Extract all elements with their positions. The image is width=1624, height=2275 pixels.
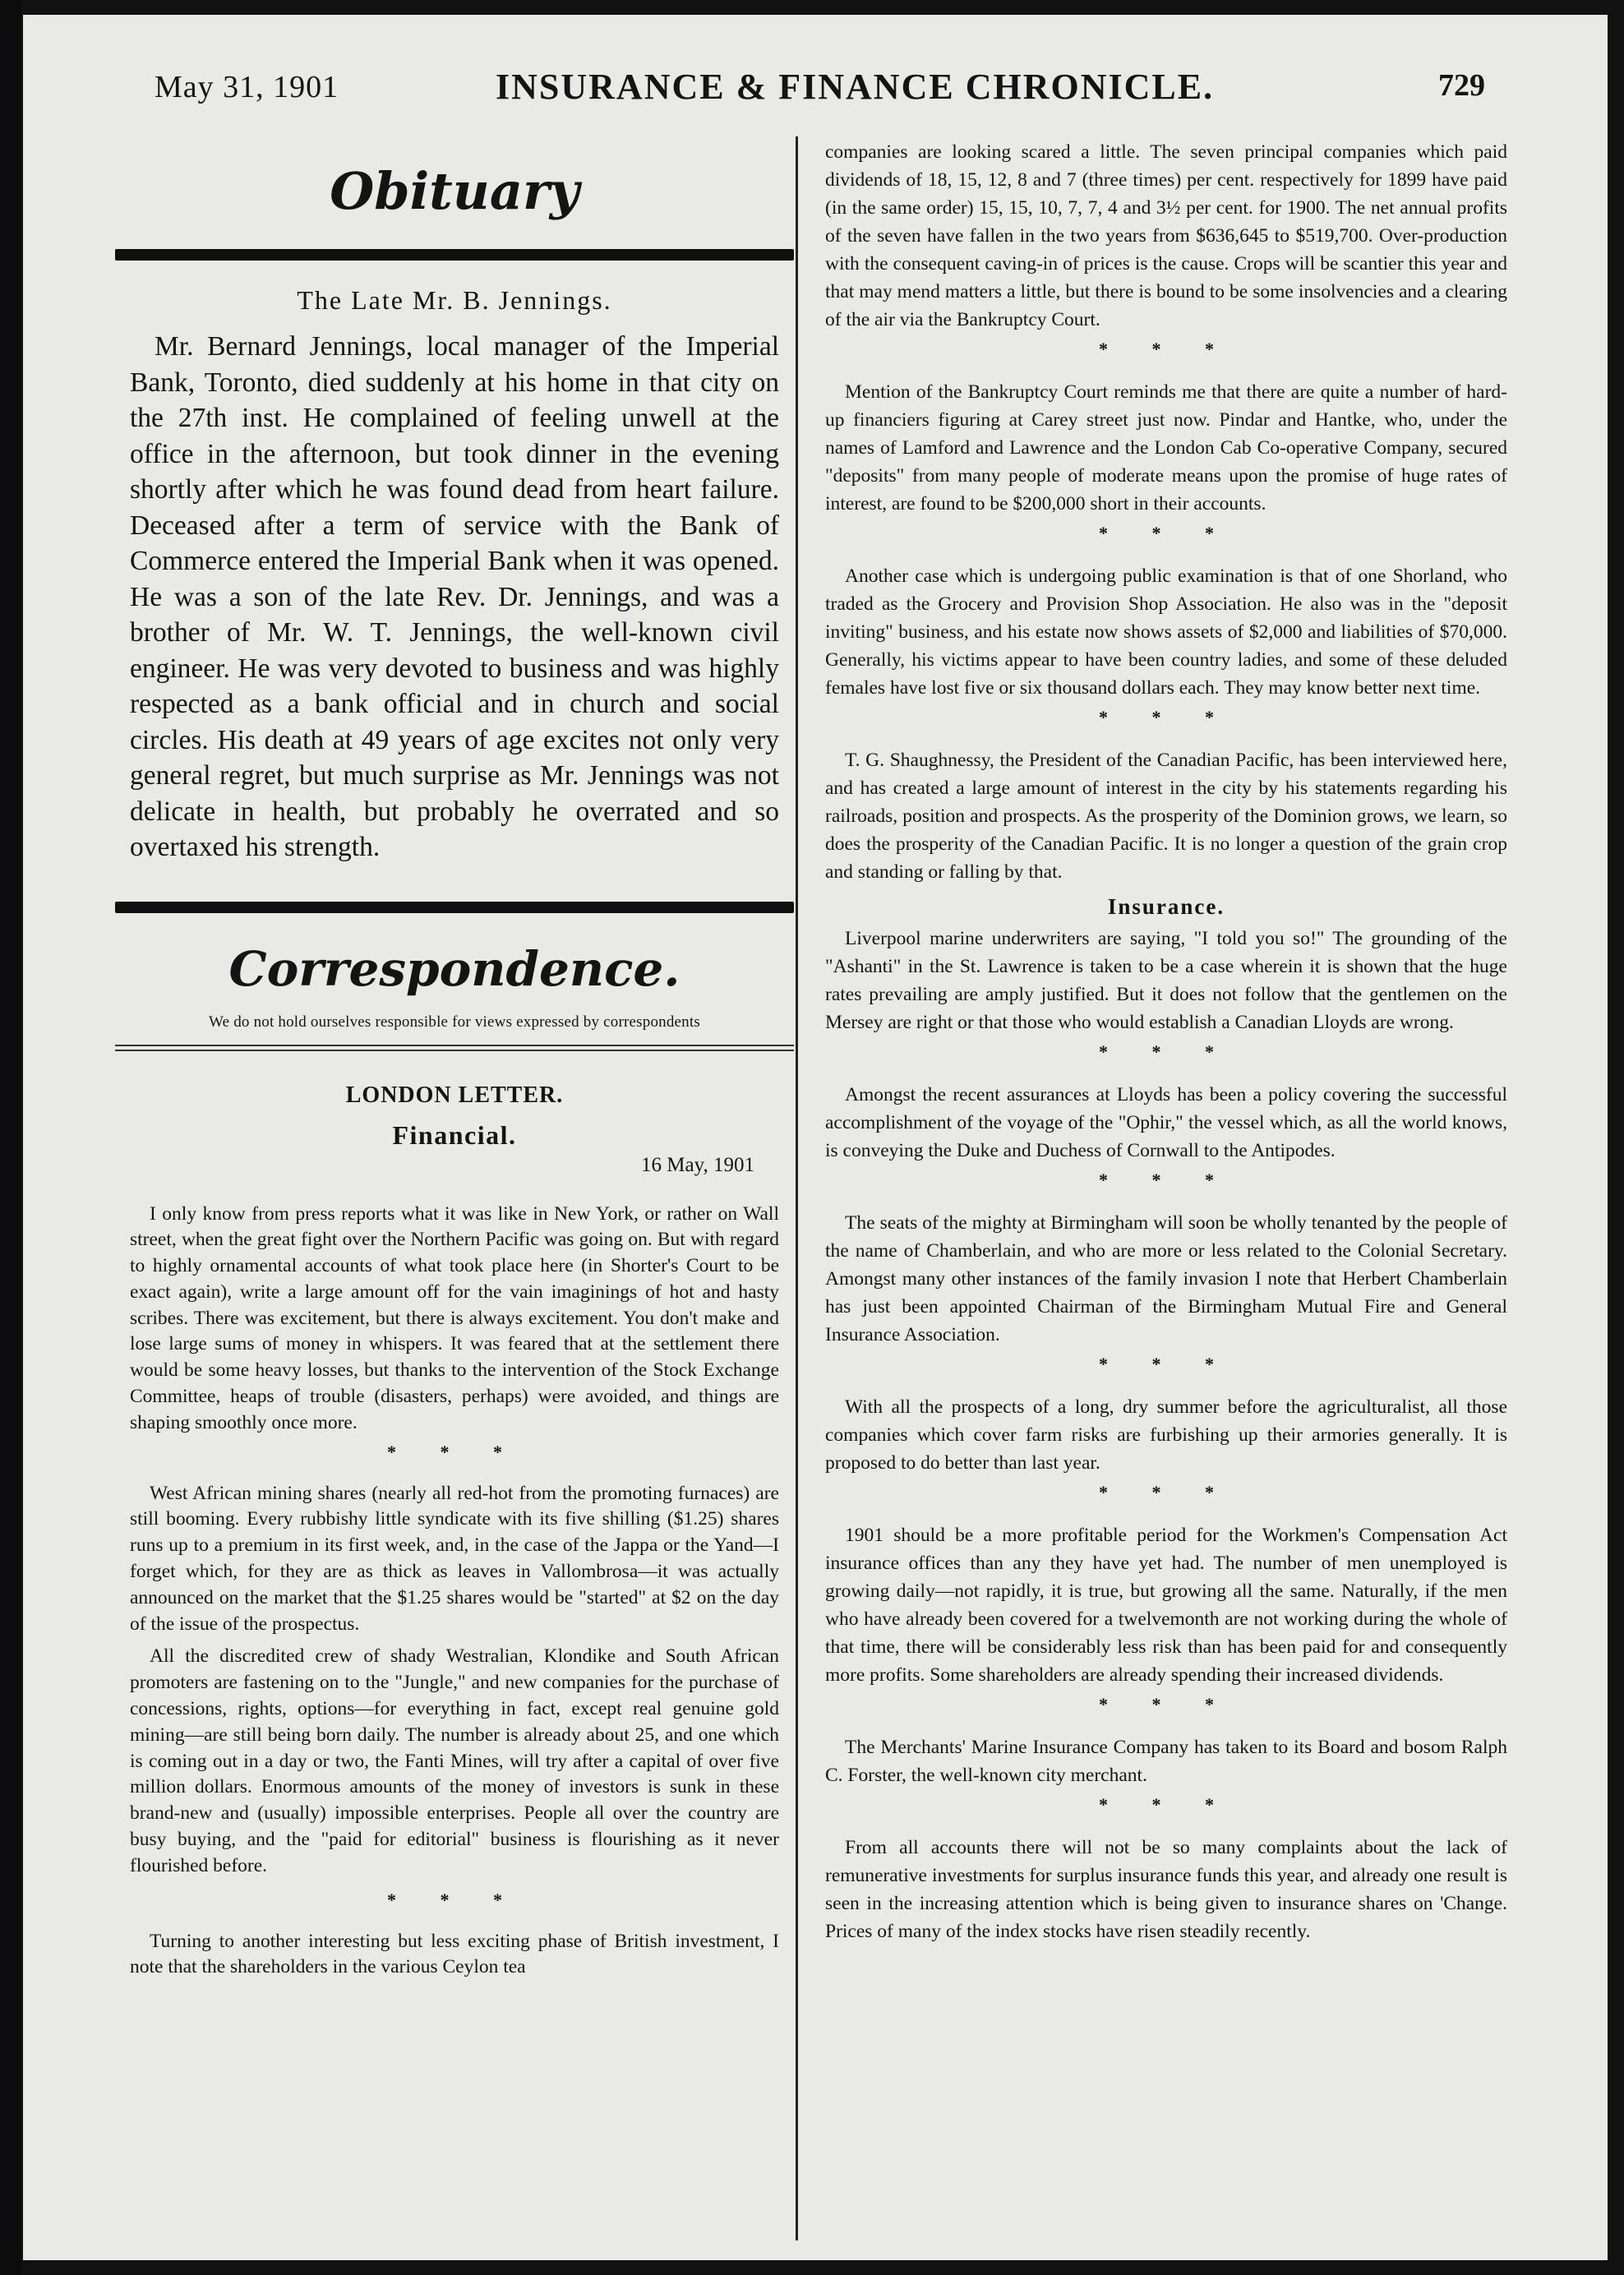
section-separator-stars: * * * [1099,339,1234,359]
letter-paragraph: Turning to another interesting but less exciting phase of British investment, I note that the shareholders in the various Ceylon tea [130,1930,779,1978]
section-rule [115,249,794,261]
section-separator-stars: * * * [1099,1041,1234,1062]
section-separator-stars: * * * [1099,707,1234,727]
letter-paragraph: From all accounts there will not be so many complaints about the lack of remunerative investments for surplus insurance funds this year, and already one result is seen in the increasing attention which is being given to insurance shares on 'Change. Prices of many of the index stocks have risen steadily recently. [825,1837,1507,1942]
obituary-section-title: Obituary [330,161,579,221]
letter-paragraph: Mention of the Bankruptcy Court reminds me that there are quite a number of hard-up financiers figuring at Carey street just now. Pindar and Hantke, who, under the names of Lamford and Lawrence and the London Cab Co-operative Company, secured "deposits" from many people of moderate means upon the promise of huge rates of interest, are found to be $200,000 short in their accounts. [825,381,1507,515]
letter-paragraph: The seats of the mighty at Birmingham will soon be wholly tenanted by the people of the name of Chamberlain, and who are more or less related to the Colonial Secretary. Amongst many other instances of the family invasion I note that Herbert Chamberlain has just been appointed Chairman of the Birmingham Mutual Fire and General Insurance Association. [825,1212,1507,1345]
obituary-heading: The Late Mr. B. Jennings. [297,285,612,315]
column-divider [796,136,798,2240]
newspaper-page [23,15,1608,2260]
issue-date: May 31, 1901 [155,70,339,104]
letter-dateline: 16 May, 1901 [641,1153,754,1176]
double-rule [115,1045,794,1051]
correspondence-disclaimer: We do not hold ourselves responsible for views expressed by correspondents [209,1013,700,1031]
financial-subhead: Financial. [392,1119,517,1150]
scan-margin [0,0,21,2275]
section-separator-stars: * * * [1099,1794,1234,1815]
letter-title: LONDON LETTER. [345,1082,564,1108]
right-column [825,138,1507,1945]
obituary-body: Mr. Bernard Jennings, local manager of the Imperial Bank, Toronto, died suddenly at his home in that city on the 27th inst. He complained of feeling unwell at the office in the afternoon, but took dinner in the evening shortly after which he was found dead from heart failure. Deceased after a term of service with the Bank of Commerce entered the Imperial Bank when it was opened. He was a son of the late Rev. Dr. Jennings, and was a brother of Mr. W. T. Jennings, the well-known civil engineer. He was very devoted to business and was highly respected as a bank official and in church and social circles. His death at 49 years of age excites not only very general regret, but much surprise as Mr. Jennings was not delicate in health, but probably he overrated and so overtaxed his strength. [130,331,779,862]
letter-paragraph: 1901 should be a more profitable period for the Workmen's Compensation Act insurance offices than any they have yet had. The number of men unemployed is growing daily—not rapidly, it is true, but growing all the same. Naturally, if the men who have already been covered for a twelvemonth are not working during the whole of that time, there will be considerably less risk than has been paid for and consequently more profits. Some shareholders are already spending their increased dividends. [825,1525,1507,1686]
section-separator-stars: * * * [1099,1482,1234,1502]
section-separator-stars: * * * [1099,1170,1234,1190]
letter-paragraph: With all the prospects of a long, dry summer before the agriculturalist, all those companies which cover farm risks are furbishing up their armories generally. It is proposed to do better than last year. [825,1396,1507,1474]
section-separator-stars: * * * [1099,523,1234,543]
letter-paragraph: Amongst the recent assurances at Lloyds has been a policy covering the successful accomplishment of the voyage of the "Ophir," the vessel which, as all the world knows, is conveying the Duke and Duchess of Cornwall to the Antipodes. [825,1084,1507,1161]
letter-paragraph: I only know from press reports what it was like in New York, or rather on Wall street, when the great fight over the Northern Pacific was going on. But with regard to highly ornamental accounts of what took place here (in Shorter's Court to be exact again), write a large amount off for the vain imaginings of hot and hasty scribes. There was excitement, but there is always excitement. You don't make and lose large sums of money in whispers. It was feared that at the settlement there would be some heavy losses, but thanks to the intervention of the Stock Exchange Committee, heaps of trouble (disasters, perhaps) were avoided, and things are shaping smoothly once more. [130,1202,779,1433]
section-separator-stars: * * * [1099,1694,1234,1714]
letter-paragraph: Liverpool marine underwriters are saying, "I told you so!" The grounding of the "Ashanti" in the St. Lawrence is taken to be a case wherein it is shown that the huge rates prevailing are amply justified. But it does not follow that the gentlemen on the Mersey are right or that those who would establish a Canadian Lloyds are wrong. [825,928,1507,1033]
section-separator-stars: * * * [387,1889,522,1910]
page-header [23,69,1608,118]
section-rule [115,902,794,913]
publication-title: INSURANCE & FINANCE CHRONICLE. [496,67,1215,107]
letter-paragraph: Another case which is undergoing public examination is that of one Shorland, who traded as the Grocery and Provision Shop Association. He also was in the "deposit inviting" business, and his estate now shows assets of $2,000 and liabilities of $70,000. Generally, his victims appear to have been country ladies, and some of these deluded females have lost five or six thousand dollars each. They may know better next time. [825,565,1507,699]
letter-paragraph: All the discredited crew of shady Westralian, Klondike and South African promoters are fastening on to the "Jungle," and new companies for the purchase of concessions, rights, options—for everything in fact, except real genuine gold mining—are still being born daily. The number is already about 25, and one which is coming out in a day or two, the Fanti Mines, will try after a capital of over five million dollars. Enormous amounts of the money of investors is sunk in these brand-new and (usually) impossible enterprises. People all over the country are busy buying, and the "paid for editorial" business is flourishing as it never flourished before. [130,1645,779,1876]
letter-paragraph: companies are looking scared a little. The seven principal companies which paid dividends of 18, 15, 12, 8 and 7 (three times) per cent. respectively for 1899 have paid (in the same order) 15, 15, 10, 7, 7, 4 and 3½ per cent. for 1900. The net annual profits of the seven have fallen in the two years from $636,645 to $519,700. Over-production with the consequent caving-in of prices is the cause. Crops will be scantier this year and that may mend matters a little, but there is bound to be some insolvencies and a clearing of the air via the Bankruptcy Court. [825,141,1507,330]
letter-paragraph: The Merchants' Marine Insurance Company has taken to its Board and bosom Ralph C. Forster, the well-known city merchant. [825,1737,1507,1786]
page-number: 729 [1438,68,1485,103]
insurance-subhead: Insurance. [1107,894,1225,919]
correspondence-section-title: Correspondence. [228,940,681,997]
letter-paragraph: West African mining shares (nearly all red-hot from the promoting furnaces) are still booming. Every rubbishy little syndicate with its five shilling ($1.25) shares runs up to a premium in its first week, and, in the case of the Jappa or the Yand—I forget which, for they are as thick as leaves in Vallombrosa—it was actually announced on the market that the $1.25 shares would be "started" at $2 on the day of the issue of the prospectus. [130,1482,779,1635]
section-separator-stars: * * * [387,1441,522,1462]
letter-paragraph: T. G. Shaughnessy, the President of the Canadian Pacific, has been interviewed here, and has created a large amount of interest in the city by his statements regarding his railroads, position and prospects. As the prosperity of the Dominion grows, we learn, so does the prosperity of the Canadian Pacific. It is no longer a question of the grain crop and standing or falling by that. [825,750,1507,883]
section-separator-stars: * * * [1099,1354,1234,1374]
left-column [130,138,779,1981]
